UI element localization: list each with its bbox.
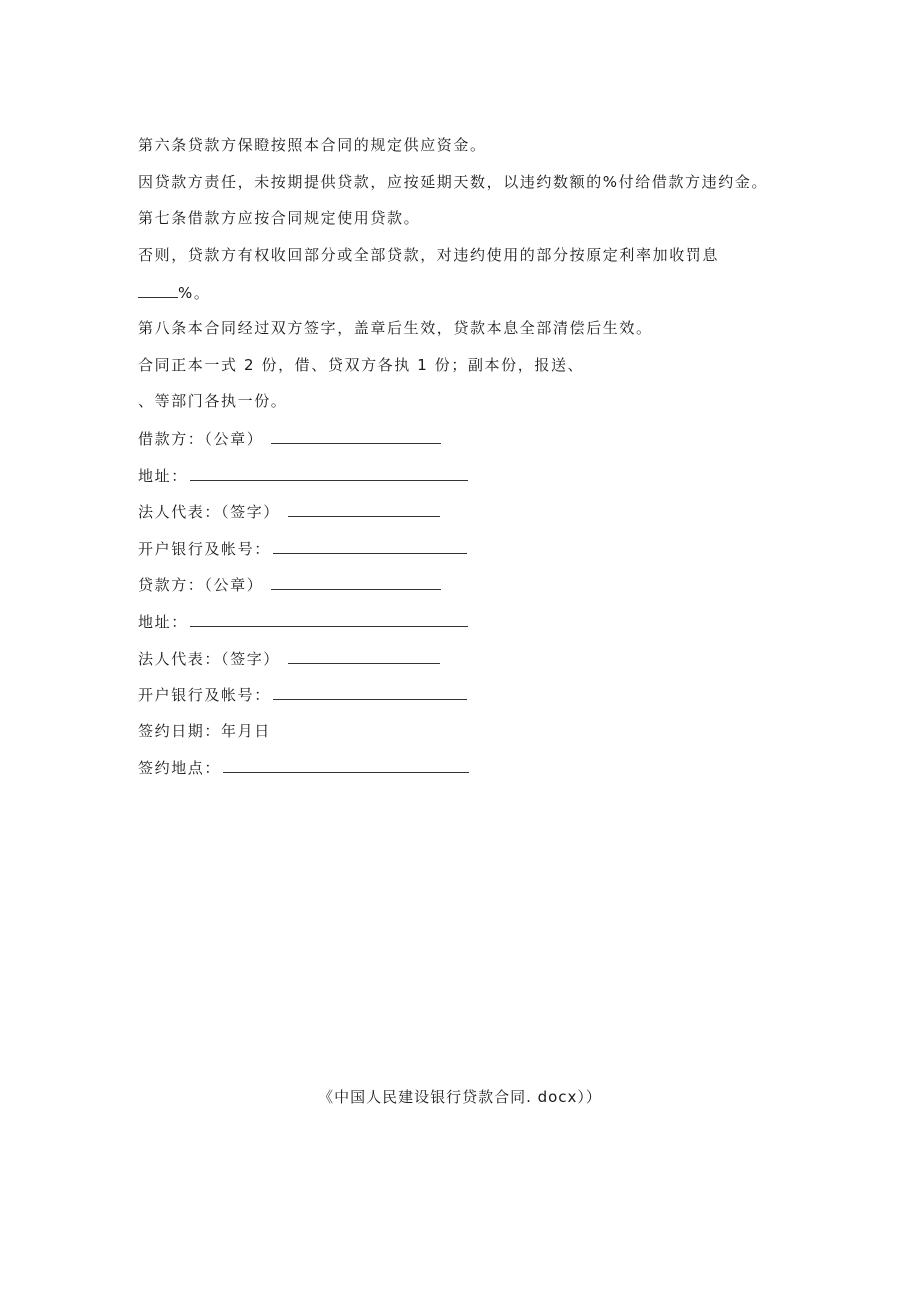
clause-6: 第六条贷款方保瞪按照本合同的规定供应资金。 [138,136,487,154]
signing-date: 签约日期：年月日 [138,722,271,740]
signing-place-row [138,757,469,778]
borrower-bank-row [138,538,467,559]
clause-7: 第七条借款方应按合同规定使用贷款。 [138,209,421,227]
document-footer: 《中国人民建设银行贷款合同. docx）） [318,1088,602,1106]
borrower-name-blank[interactable] [271,428,441,444]
lender-name-blank[interactable] [271,574,441,590]
lender-rep-blank[interactable] [288,648,440,664]
lender-bank-row [138,684,467,705]
lender-address-row [138,611,468,632]
borrower-rep-row [138,501,440,522]
lender-name-label: 贷款方：（公章） [138,576,264,594]
penalty-rate-blank[interactable] [138,282,178,298]
clause-6-penalty: 因贷款方责任，未按期提供贷款，应按延期天数，以违约数额的%付给借款方违约金。 [138,173,769,191]
borrower-bank-label: 开户银行及帐号： [138,540,271,558]
borrower-rep-blank[interactable] [288,501,440,517]
lender-bank-label: 开户银行及帐号： [138,686,271,704]
borrower-name-row [138,428,441,449]
clause-7-penalty: 否则，贷款方有权收回部分或全部贷款，对违约使用的部分按原定利率加收罚息 [138,246,720,264]
borrower-bank-blank[interactable] [273,538,467,554]
borrower-rep-label: 法人代表：（签字） [138,503,280,521]
lender-rep-row [138,648,440,669]
penalty-rate-suffix: %。 [178,284,211,302]
copies-clause: 合同正本一式 2 份，借、贷双方各执 1 份；副本份，报送、 [138,356,585,374]
signing-place-label: 签约地点： [138,759,222,777]
borrower-address-row [138,465,468,486]
lender-bank-blank[interactable] [273,684,467,700]
signing-place-blank[interactable] [223,757,469,773]
lender-name-row [138,574,441,595]
copies-clause-cont: 、等部门各执一份。 [138,392,288,410]
borrower-name-label: 借款方：（公章） [138,430,264,448]
clause-8: 第八条本合同经过双方签字，盖章后生效，贷款本息全部清偿后生效。 [138,319,653,337]
lender-address-label: 地址： [138,613,188,631]
borrower-address-blank[interactable] [190,465,468,481]
penalty-rate-line [138,282,210,303]
lender-rep-label: 法人代表：（签字） [138,650,280,668]
lender-address-blank[interactable] [190,611,468,627]
borrower-address-label: 地址： [138,467,188,485]
